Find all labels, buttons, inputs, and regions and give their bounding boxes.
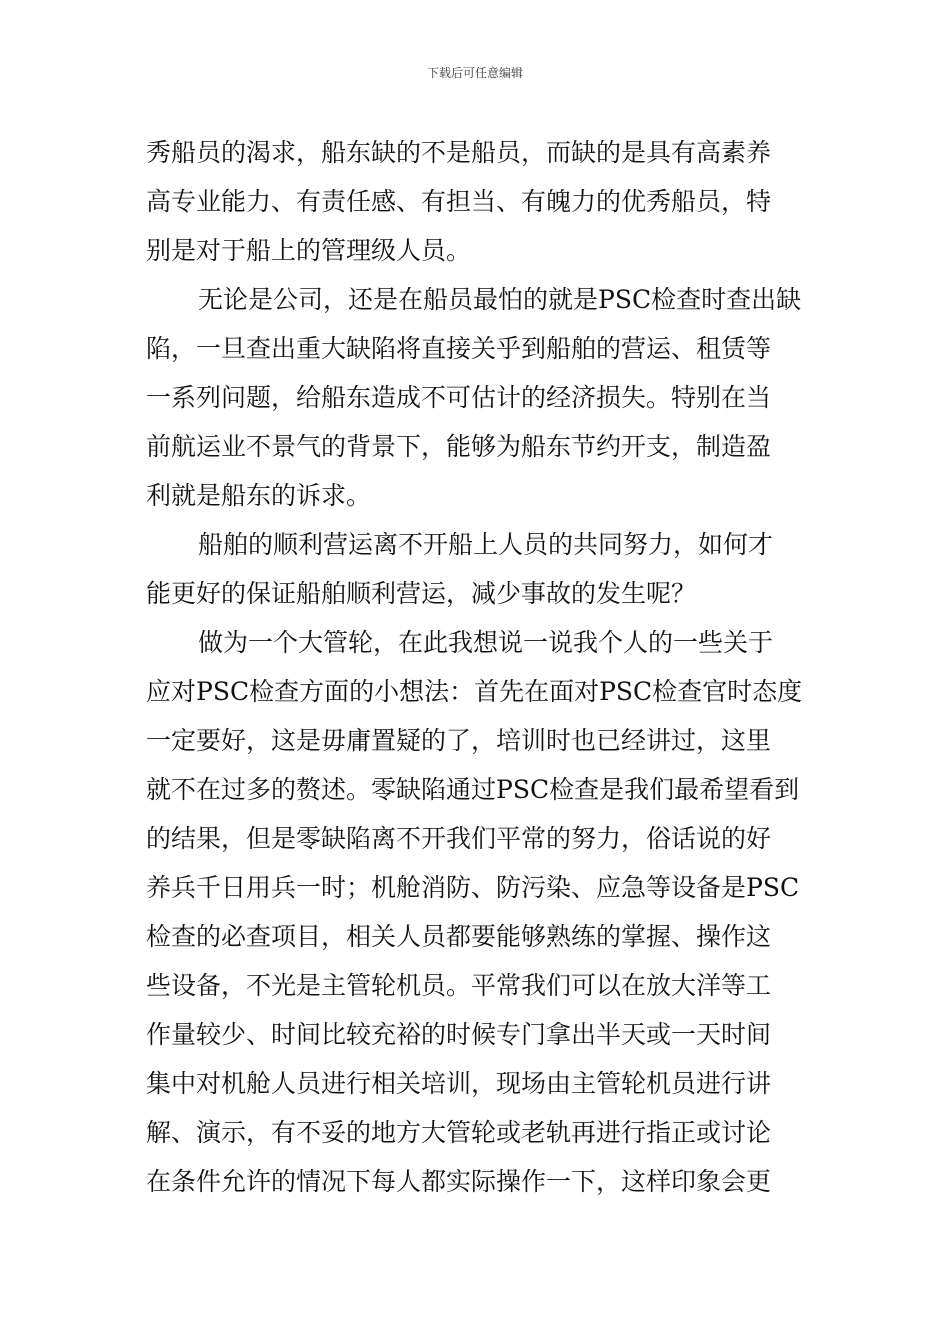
text-line: 就不在过多的赘述。零缺陷通过PSC检查是我们最希望看到 <box>146 775 800 804</box>
text-line: 一系列问题，给船东造成不可估计的经济损失。特别在当 <box>146 383 772 412</box>
text-line: 的结果，但是零缺陷离不开我们平常的努力，俗话说的好 <box>146 824 772 853</box>
text-line: 一定要好，这是毋庸置疑的了，培训时也已经讲过，这里 <box>146 726 772 755</box>
text-line: 前航运业不景气的背景下，能够为船东节约开支，制造盈 <box>146 432 772 461</box>
paragraph <box>146 128 816 275</box>
text-line: 检查的必查项目，相关人员都要能够熟练的掌握、操作这 <box>146 922 772 951</box>
text-line: 集中对机舱人员进行相关培训，现场由主管轮机员进行讲 <box>146 1069 772 1098</box>
text-line: 陷，一旦查出重大缺陷将直接关乎到船舶的营运、租赁等 <box>146 334 772 363</box>
text-line: 养兵千日用兵一时；机舱消防、防污染、应急等设备是PSC <box>146 873 800 902</box>
text-line: 能更好的保证船舶顺利营运，减少事故的发生呢？ <box>146 579 697 608</box>
text-line: 别是对于船上的管理级人员。 <box>146 236 472 265</box>
paragraph <box>146 618 816 1206</box>
text-line: 高专业能力、有责任感、有担当、有魄力的优秀船员，特 <box>146 187 772 216</box>
page-header: 下载后可任意编辑 <box>426 66 523 80</box>
text-line: 些设备，不光是主管轮机员。平常我们可以在放大洋等工 <box>146 971 772 1000</box>
text-line: 作量较少、时间比较充裕的时候专门拿出半天或一天时间 <box>146 1020 772 1049</box>
text-line: 无论是公司，还是在船员最怕的就是PSC检查时查出缺 <box>198 285 802 314</box>
text-line: 做为一个大管轮，在此我想说一说我个人的一些关于 <box>198 628 774 657</box>
text-line: 在条件允许的情况下每人都实际操作一下，这样印象会更 <box>146 1167 772 1196</box>
paragraph <box>146 275 816 520</box>
paragraph <box>146 520 816 618</box>
document-body <box>146 128 816 1206</box>
text-line: 应对PSC检查方面的小想法：首先在面对PSC检查官时态度 <box>146 677 803 706</box>
text-line: 秀船员的渴求，船东缺的不是船员，而缺的是具有高素养 <box>146 138 772 167</box>
text-line: 解、演示，有不妥的地方大管轮或老轨再进行指正或讨论 <box>146 1118 772 1147</box>
text-line: 利就是船东的诉求。 <box>146 481 372 510</box>
text-line: 船舶的顺利营运离不开船上人员的共同努力，如何才 <box>198 530 774 559</box>
